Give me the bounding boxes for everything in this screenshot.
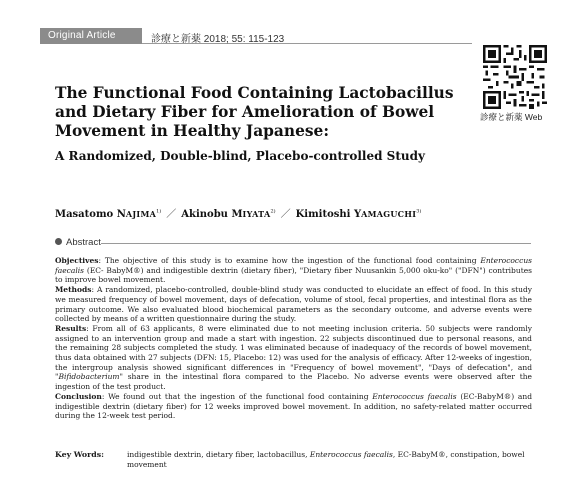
author-1: Masatomo NAJIMA$^{1)}$ — [55, 208, 162, 220]
article-subtitle: A Randomized, Double-blind, Placebo-controlled Study — [55, 149, 425, 163]
abstract-rule — [101, 243, 531, 244]
journal-citation: 診療と新薬 2018; 55: 115-123 — [151, 34, 285, 45]
abstract-body — [55, 256, 532, 421]
author-2: Akinobu MIYATA$^{2)}$ — [181, 208, 276, 220]
author-list — [55, 205, 421, 220]
keywords-list: indigestible dextrin, dietary fiber, lactobacillus, Enterococcus faecalis, EC-BabyM®, constipation, bowel movement — [127, 450, 525, 469]
author-3: Kimitoshi YAMAGUCHI$^{3)}$ — [295, 208, 422, 220]
article-title: The Functional Food Containing Lactobacillus and Dietary Fiber for Amelioration of Bowel Movement in Healthy Japanese: — [55, 84, 454, 140]
qr-caption: 診療と新薬 Web — [480, 112, 543, 122]
affiliation-marker: 3) — [416, 208, 422, 215]
keywords — [55, 450, 532, 470]
abstract-conclusion: Conclusion: We found out that the ingestion of the functional food containing Enterococcus faecalis (EC-BabyM®) and indigestible dextrin (dietary fiber) for 12 weeks improved bowel movement. In addition, no safety-related matter occurred during the 12-week test period. — [55, 391, 533, 421]
affiliation-marker: 2) — [270, 208, 276, 215]
author-separator: ／ — [166, 209, 177, 220]
abstract-methods: Methods: A randomized, placebo-controlled, double-blind study was conducted to elucidate an effect of food. In this study we measured frequency of bowel movement, days of defecation, volume of stool, fecal properties, and intestinal flora as the primary outcome. We also evaluated blood biochemical parameters as the secondary outcome, and adverse events were collected by means of a written questionnaire during the study. — [55, 285, 532, 324]
abstract-objectives: Objectives: The objective of this study is to examine how the ingestion of the functional food containing Enterococcus faecalis (EC- BabyM®) and indigestible dextrin (dietary fiber), "Dietary fiber Nuusankin 5,000 oku-ko" ("DFN") contributes to improve bowel movement. — [55, 256, 532, 285]
keywords-label: Key Words: — [55, 450, 104, 459]
abstract-heading: Abstract — [55, 237, 101, 248]
article-type-label: Original Article — [48, 30, 116, 41]
bullet-icon — [55, 238, 62, 245]
qr-code[interactable] — [483, 45, 547, 109]
author-separator: ／ — [280, 209, 291, 220]
affiliation-marker: 1) — [156, 208, 162, 215]
abstract-results: Results: From all of 63 applicants, 8 were eliminated due to not meeting inclusion criteria. 50 subjects were randomly assigned to an intervention group and made a start with ingestion. 22 subjects discontinued due to personal reasons, and the remaining 28 subjects completed the study. 1 was eliminated because of inadequacy of the records of bowel movement, thus data obtained with 27 subjects (DFN: 15, Placebo: 12) was used for the analysis of efficacy. After 12-weeks of ingestion, the intergroup analysis showed significant differences in "Frequency of bowel movement", "Days of defecation", and "Bifidobacterium" share in the intestinal flora compared to the Placebo. No adverse events were observed after the ingestion of the test product. — [55, 323, 532, 392]
